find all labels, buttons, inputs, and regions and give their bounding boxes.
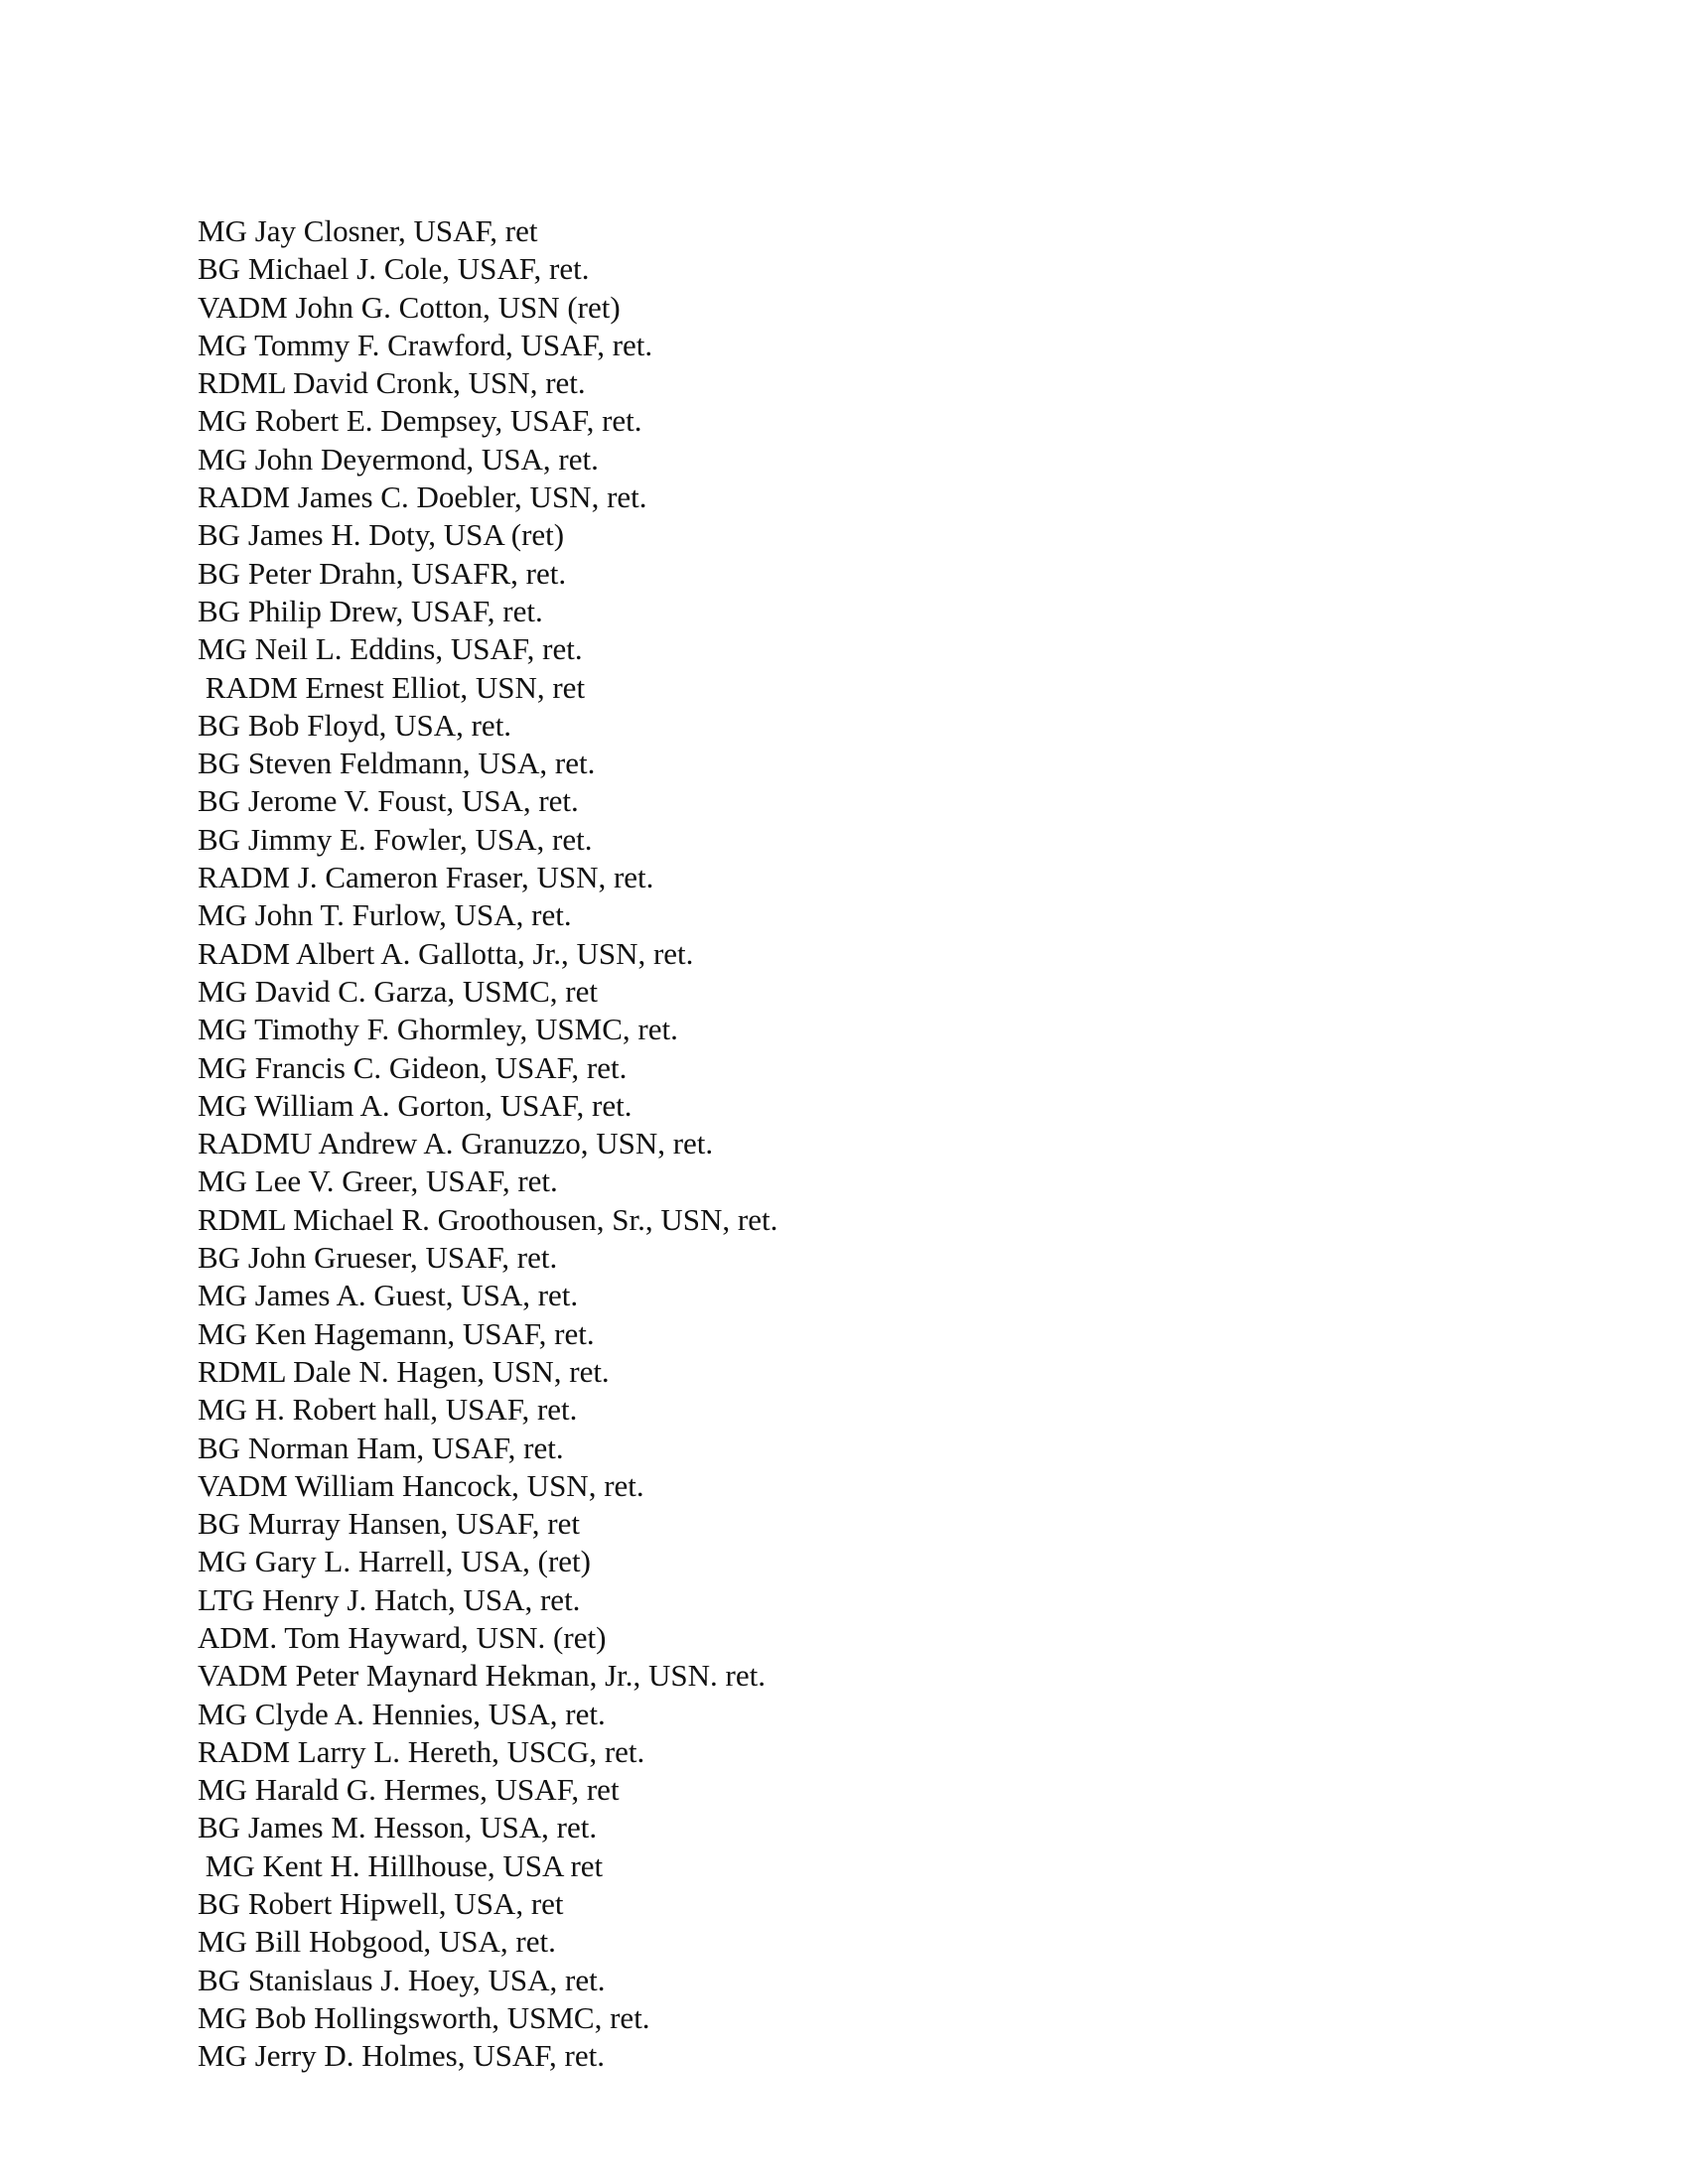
signatory-name: MG Harald G. Hermes, USAF, ret xyxy=(198,1772,620,1808)
signatory-name: BG Stanislaus J. Hoey, USA, ret. xyxy=(198,1962,606,1997)
signatory-name: BG Michael J. Cole, USAF, ret. xyxy=(198,251,590,287)
signatory-name: MG William A. Gorton, USAF, ret. xyxy=(198,1087,633,1123)
signatory-name: MG Gary L. Harrell, USA, (ret) xyxy=(198,1544,591,1579)
signatory-name: RDML David Cronk, USN, ret. xyxy=(198,365,586,401)
signatory-name: RADM Larry L. Hereth, USCG, ret. xyxy=(198,1733,645,1769)
signatory-name: RADM Albert A. Gallotta, Jr., USN, ret. xyxy=(198,935,694,971)
signatory-name: VADM Peter Maynard Hekman, Jr., USN. ret. xyxy=(198,1658,766,1694)
signatory-name: RDML Dale N. Hagen, USN, ret. xyxy=(198,1353,610,1389)
signatory-name: RADM Ernest Elliot, USN, ret xyxy=(198,669,586,705)
signatory-name: MG Bob Hollingsworth, USMC, ret. xyxy=(198,1999,650,2035)
signatory-name: MG Kent H. Hillhouse, USA ret xyxy=(198,1847,604,1883)
signatory-name: VADM William Hancock, USN, ret. xyxy=(198,1467,644,1503)
signatory-name: BG Jerome V. Foust, USA, ret. xyxy=(198,783,579,819)
signatory-name: MG Jerry D. Holmes, USAF, ret. xyxy=(198,2038,605,2074)
signatory-name: VADM John G. Cotton, USN (ret) xyxy=(198,289,621,325)
signatory-name: MG Timothy F. Ghormley, USMC, ret. xyxy=(198,1012,678,1047)
signatory-list xyxy=(198,212,777,2076)
signatory-name: BG Jimmy E. Fowler, USA, ret. xyxy=(198,821,593,857)
signatory-name: MG David C. Garza, USMC, ret xyxy=(198,973,598,1009)
signatory-name: MG Clyde A. Hennies, USA, ret. xyxy=(198,1696,606,1731)
signatory-name: MG Tommy F. Crawford, USAF, ret. xyxy=(198,327,653,362)
signatory-name: MG Bill Hobgood, USA, ret. xyxy=(198,1924,556,1960)
signatory-name: BG Peter Drahn, USAFR, ret. xyxy=(198,555,567,591)
signatory-name: MG James A. Guest, USA, ret. xyxy=(198,1278,579,1313)
signatory-name: MG John Deyermond, USA, ret. xyxy=(198,441,599,477)
signatory-name: BG James H. Doty, USA (ret) xyxy=(198,517,565,553)
signatory-name: MG Robert E. Dempsey, USAF, ret. xyxy=(198,403,642,439)
signatory-name: BG Norman Ham, USAF, ret. xyxy=(198,1430,564,1465)
signatory-name: MG H. Robert hall, USAF, ret. xyxy=(198,1392,578,1428)
signatory-name: MG Ken Hagemann, USAF, ret. xyxy=(198,1315,595,1351)
signatory-name: RADM James C. Doebler, USN, ret. xyxy=(198,479,647,515)
signatory-name: MG John T. Furlow, USA, ret. xyxy=(198,897,572,933)
signatory-name: BG John Grueser, USAF, ret. xyxy=(198,1240,558,1276)
signatory-name: MG Neil L. Eddins, USAF, ret. xyxy=(198,631,583,667)
signatory-name: LTG Henry J. Hatch, USA, ret. xyxy=(198,1581,581,1617)
signatory-name: BG Robert Hipwell, USA, ret xyxy=(198,1886,564,1922)
signatory-name: BG James M. Hesson, USA, ret. xyxy=(198,1810,598,1845)
signatory-name: RDML Michael R. Groothousen, Sr., USN, ret. xyxy=(198,1201,778,1237)
signatory-name: RADMU Andrew A. Granuzzo, USN, ret. xyxy=(198,1126,714,1161)
signatory-name: MG Francis C. Gideon, USAF, ret. xyxy=(198,1049,628,1085)
signatory-name: MG Jay Closner, USAF, ret xyxy=(198,213,538,248)
signatory-name: BG Philip Drew, USAF, ret. xyxy=(198,593,543,628)
signatory-name: BG Murray Hansen, USAF, ret xyxy=(198,1506,580,1542)
signatory-name: RADM J. Cameron Fraser, USN, ret. xyxy=(198,860,654,895)
signatory-name: BG Steven Feldmann, USA, ret. xyxy=(198,746,596,781)
signatory-name: MG Lee V. Greer, USAF, ret. xyxy=(198,1163,558,1199)
signatory-name: BG Bob Floyd, USA, ret. xyxy=(198,707,512,743)
signatory-name: ADM. Tom Hayward, USN. (ret) xyxy=(198,1619,607,1655)
